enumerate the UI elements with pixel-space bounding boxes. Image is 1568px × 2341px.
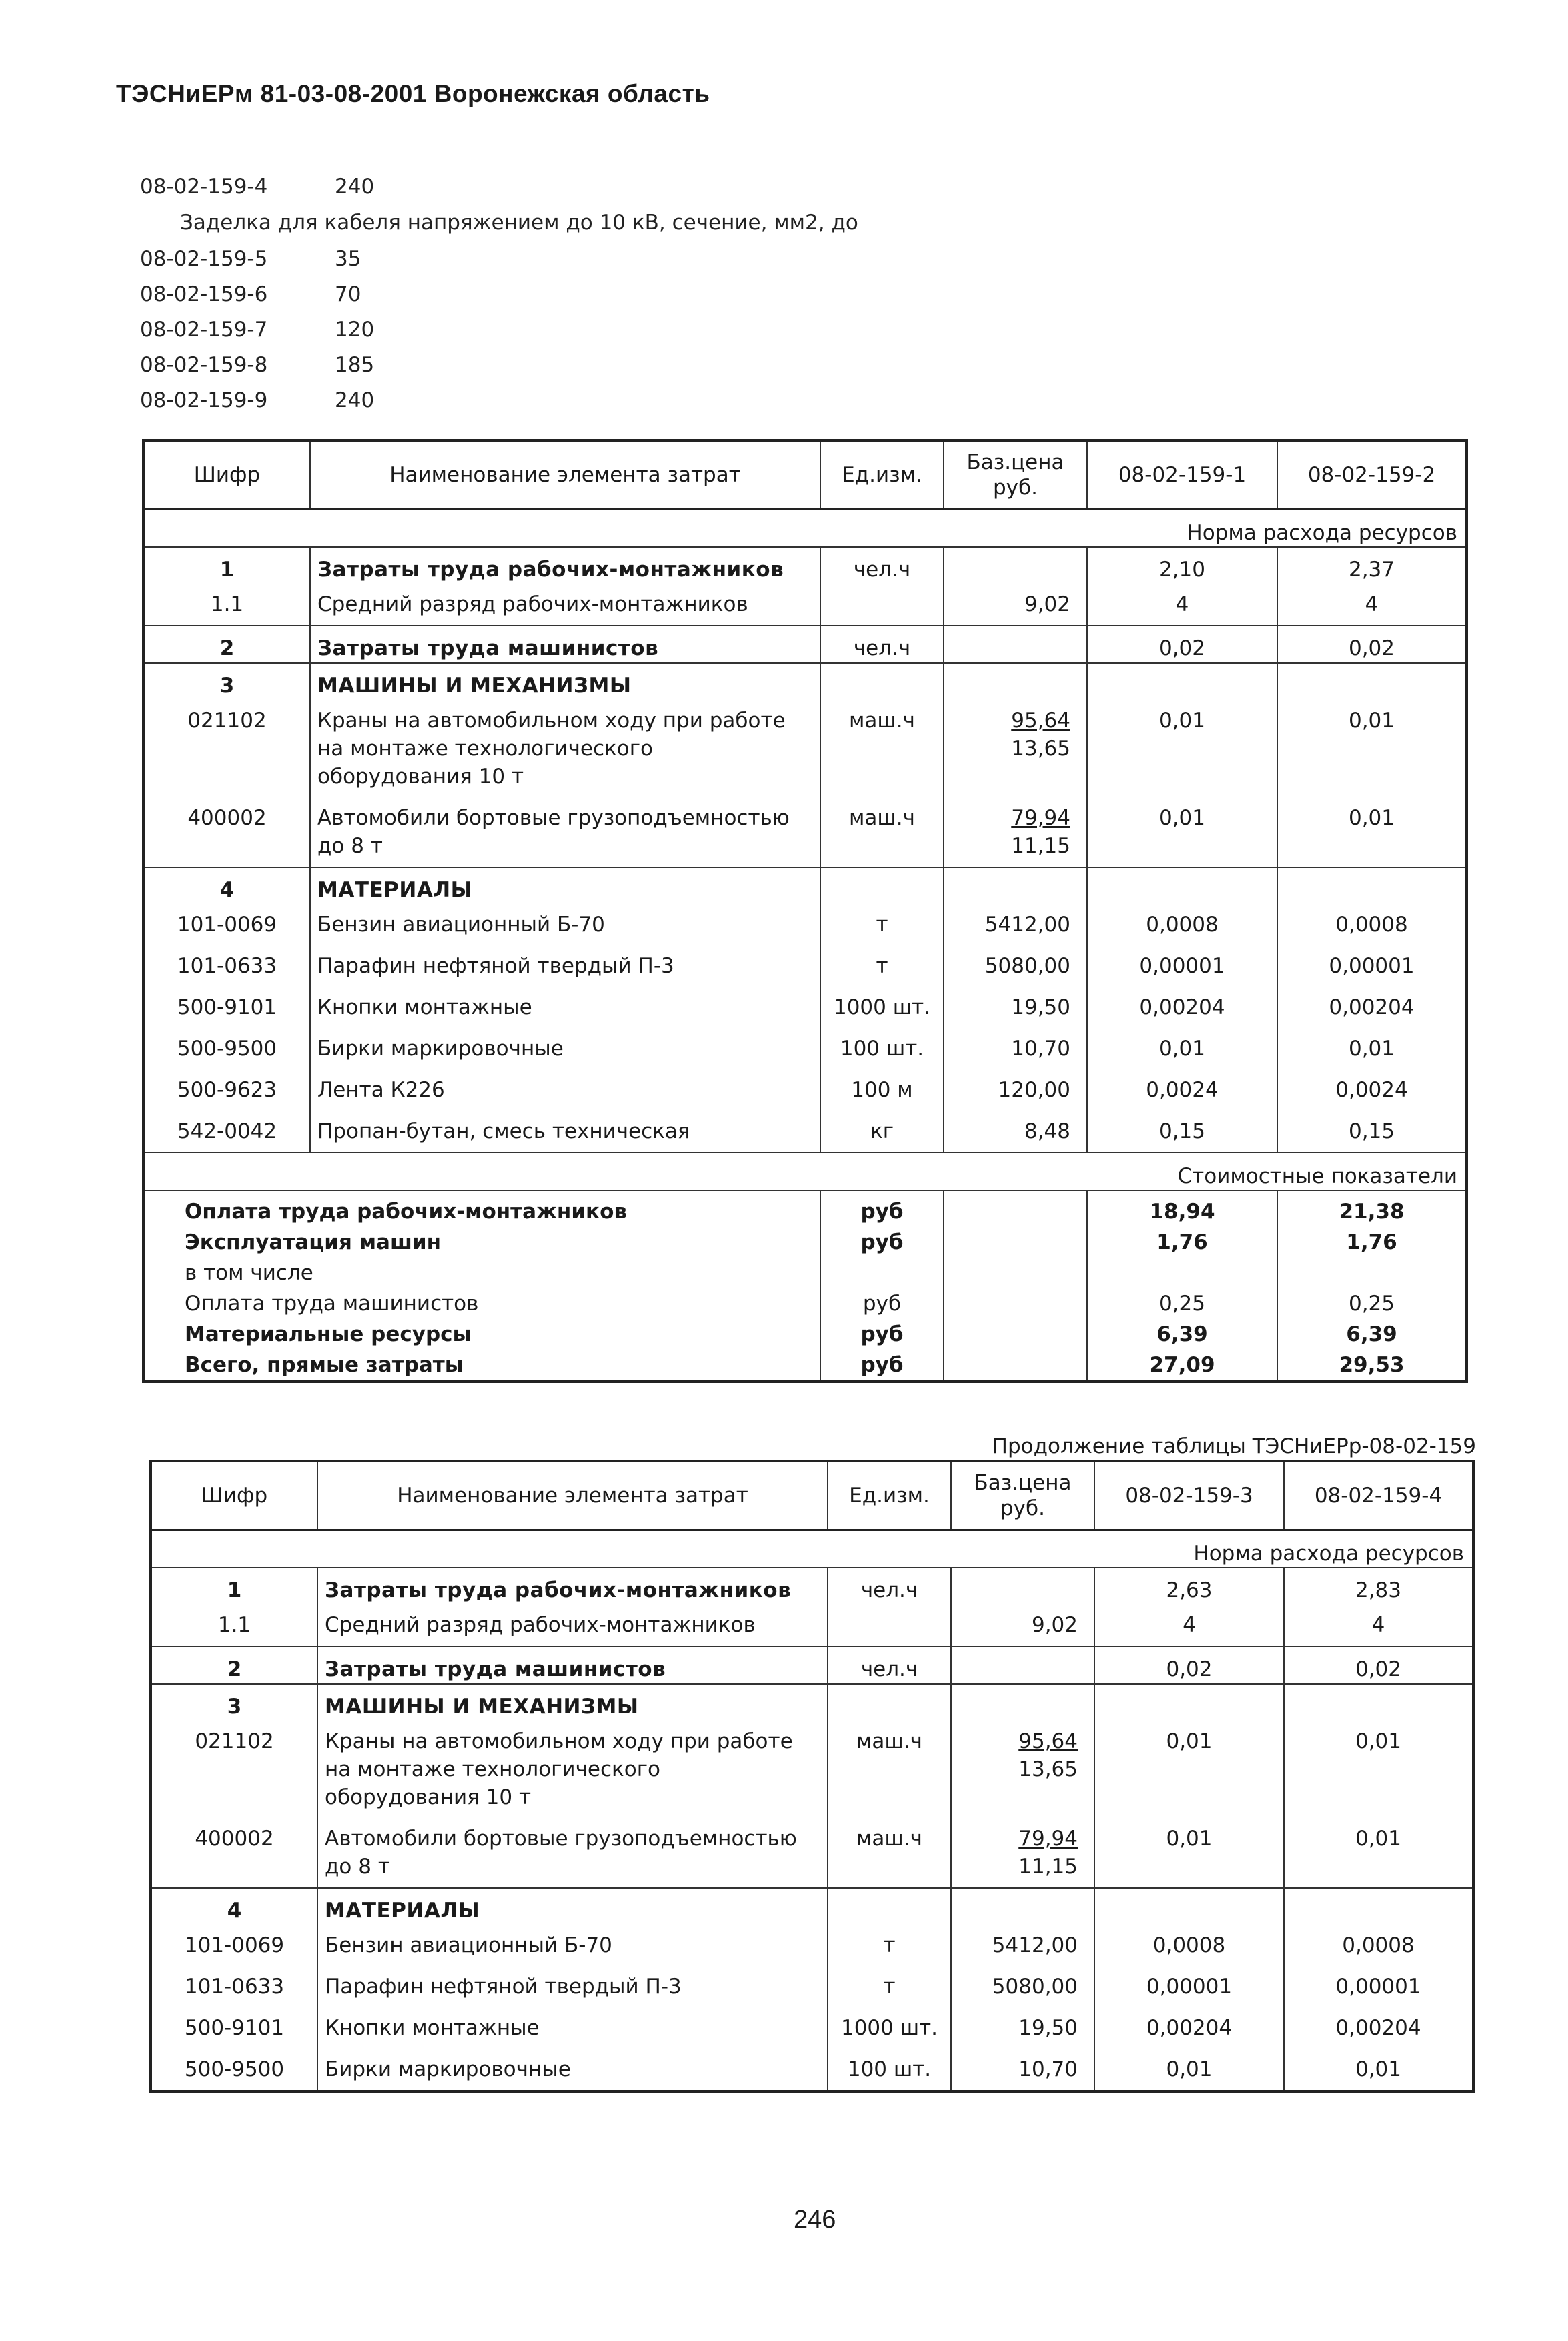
row-value-1: 2,63 [1094, 1568, 1284, 1604]
row-price [944, 797, 1087, 867]
summary-row [143, 1350, 1467, 1382]
row-name: Затраты труда машинистов [310, 626, 820, 663]
intro-value: 35 [335, 247, 361, 271]
row-unit: 100 шт. [820, 1028, 944, 1069]
header-price: Баз.цена руб. [944, 440, 1087, 510]
row-price [944, 626, 1087, 663]
resource-table-1 [142, 439, 1468, 1383]
summary-value-1: 27,09 [1087, 1350, 1277, 1382]
row-price-main: 95,64 [1011, 709, 1070, 733]
row-value-1: 0,0024 [1087, 1069, 1277, 1111]
row-name: Краны на автомобильном ходу при работе на монтаже технологического оборудования 10 т [317, 1721, 828, 1818]
row-unit: 1000 шт. [828, 2007, 951, 2049]
header-unit: Ед.изм. [820, 440, 944, 510]
row-value-1: 0,01 [1087, 797, 1277, 867]
summary-row [143, 1190, 1467, 1227]
row-name: Кнопки монтажные [317, 2007, 828, 2049]
row-value-2: 0,00204 [1277, 987, 1467, 1028]
summary-value-1: 1,76 [1087, 1227, 1277, 1258]
row-value-1: 0,00001 [1094, 1966, 1284, 2007]
intro-line [140, 282, 361, 306]
header-name: Наименование элемента затрат [317, 1461, 828, 1530]
row-code: 500-9500 [184, 2057, 285, 2081]
row-unit: чел.ч [828, 1568, 951, 1604]
summary-row [143, 1319, 1467, 1350]
row-unit: маш.ч [828, 1818, 951, 1888]
row-value-2: 0,0008 [1277, 904, 1467, 945]
row-name: МАШИНЫ И МЕХАНИЗМЫ [317, 1684, 828, 1721]
row-code: 101-0069 [177, 913, 277, 937]
row-code: 4 [227, 1899, 242, 1923]
summary-unit: руб [820, 1288, 944, 1319]
row-name: Лента К226 [310, 1069, 820, 1111]
row-value-2: 0,00001 [1277, 945, 1467, 987]
row-price: 8,48 [944, 1111, 1087, 1153]
row-unit: 1000 шт. [820, 987, 944, 1028]
row-price: 10,70 [951, 2049, 1094, 2091]
row-value-1: 0,00001 [1087, 945, 1277, 987]
row-unit [820, 584, 944, 626]
row-code: 3 [219, 674, 235, 698]
intro-code: 08-02-159-4 [140, 175, 268, 199]
row-name: Бирки маркировочные [317, 2049, 828, 2091]
intro-line [140, 318, 374, 342]
row-value-1: 0,01 [1094, 2049, 1284, 2091]
summary-label: Оплата труда рабочих-монтажников [185, 1200, 627, 1224]
summary-value-1: 18,94 [1087, 1190, 1277, 1227]
intro-value: 240 [335, 388, 375, 412]
row-name: Средний разряд рабочих-монтажников [317, 1604, 828, 1647]
row-name: МАТЕРИАЛЫ [310, 867, 820, 904]
row-price: 120,00 [944, 1069, 1087, 1111]
row-price-secondary: 13,65 [1011, 737, 1070, 761]
row-value-2: 0,02 [1277, 626, 1467, 663]
table-row [143, 547, 1467, 584]
row-unit: т [828, 1925, 951, 1966]
row-value-1: 0,15 [1087, 1111, 1277, 1153]
row-name: Автомобили бортовые грузоподъемностью до 8 т [310, 797, 820, 867]
row-value-2: 0,01 [1277, 1028, 1467, 1069]
row-unit: маш.ч [820, 797, 944, 867]
row-code: 3 [227, 1695, 242, 1719]
summary-unit: руб [820, 1227, 944, 1258]
row-name: Затраты труда рабочих-монтажников [310, 547, 820, 584]
row-value-1: 0,0008 [1094, 1925, 1284, 1966]
summary-row [143, 1227, 1467, 1258]
row-name: Бирки маркировочные [310, 1028, 820, 1069]
row-code: 500-9500 [177, 1037, 277, 1061]
row-price: 5080,00 [944, 945, 1087, 987]
summary-value-1: 6,39 [1087, 1319, 1277, 1350]
table-row [151, 1888, 1473, 1925]
row-unit [828, 1604, 951, 1647]
summary-value-2: 6,39 [1277, 1319, 1467, 1350]
row-value-2: 0,0024 [1277, 1069, 1467, 1111]
summary-value-1 [1087, 1258, 1277, 1288]
table-row [143, 987, 1467, 1028]
row-unit: чел.ч [828, 1647, 951, 1684]
row-value-1: 4 [1087, 584, 1277, 626]
row-code: 500-9101 [184, 2016, 285, 2040]
row-value-1: 0,01 [1094, 1721, 1284, 1818]
table-row [151, 1721, 1473, 1818]
summary-unit [820, 1258, 944, 1288]
row-value-2: 4 [1277, 584, 1467, 626]
row-value-1: 0,02 [1094, 1647, 1284, 1684]
row-name: Парафин нефтяной твердый П-3 [310, 945, 820, 987]
table-row [151, 1604, 1473, 1647]
header-unit: Ед.изм. [828, 1461, 951, 1530]
intro-value: 185 [335, 353, 375, 377]
row-unit: т [820, 945, 944, 987]
row-value-1: 0,00204 [1094, 2007, 1284, 2049]
table-row [143, 584, 1467, 626]
row-code: 101-0069 [184, 1933, 285, 1957]
summary-unit: руб [820, 1350, 944, 1382]
row-price-main: 79,94 [1018, 1827, 1078, 1851]
row-code: 400002 [143, 797, 310, 867]
intro-line [140, 388, 374, 412]
row-price: 9,02 [951, 1604, 1094, 1647]
summary-value-2: 0,25 [1277, 1288, 1467, 1319]
row-value-1: 2,10 [1087, 547, 1277, 584]
row-price-secondary: 11,15 [1018, 1855, 1078, 1879]
summary-unit: руб [820, 1190, 944, 1227]
table-row [151, 2007, 1473, 2049]
summary-label: в том числе [185, 1261, 313, 1285]
row-value-2: 0,01 [1284, 1721, 1473, 1818]
row-name: Затраты труда машинистов [317, 1647, 828, 1684]
table-row [143, 1028, 1467, 1069]
summary-value-2 [1277, 1258, 1467, 1288]
row-name: МАТЕРИАЛЫ [317, 1888, 828, 1925]
row-value-2: 0,15 [1277, 1111, 1467, 1153]
table-row [151, 2049, 1473, 2091]
resource-table-2 [149, 1460, 1475, 2093]
intro-code: 08-02-159-9 [140, 388, 268, 412]
table-row [151, 1966, 1473, 2007]
row-unit: маш.ч [828, 1721, 951, 1818]
row-code: 400002 [151, 1818, 317, 1888]
row-name: МАШИНЫ И МЕХАНИЗМЫ [310, 663, 820, 700]
table-row [143, 626, 1467, 663]
row-value-1: 0,0008 [1087, 904, 1277, 945]
row-price [951, 1568, 1094, 1604]
row-price [951, 1647, 1094, 1684]
row-code: 4 [219, 878, 235, 902]
header-code: Шифр [151, 1461, 317, 1530]
table-row [151, 1684, 1473, 1721]
row-unit: 100 шт. [828, 2049, 951, 2091]
row-value-2: 4 [1284, 1604, 1473, 1647]
row-price [951, 1818, 1094, 1888]
table-row [151, 1818, 1473, 1888]
header-col2: 08-02-159-4 [1284, 1461, 1473, 1530]
row-value-2: 0,00001 [1284, 1966, 1473, 2007]
table-row [143, 1111, 1467, 1153]
summary-value-2: 21,38 [1277, 1190, 1467, 1227]
norm-label: Норма расхода ресурсов [151, 1530, 1473, 1568]
table-caption: Продолжение таблицы ТЭСНиЕРр-08-02-159 [992, 1434, 1476, 1458]
document-header: ТЭСНиЕРм 81-03-08-2001 Воронежская область [116, 80, 710, 107]
row-name: Автомобили бортовые грузоподъемностью до 8 т [317, 1818, 828, 1888]
row-price-secondary: 13,65 [1018, 1757, 1078, 1781]
row-name: Кнопки монтажные [310, 987, 820, 1028]
table-row [151, 1568, 1473, 1604]
intro-line [140, 353, 374, 377]
row-unit: т [828, 1966, 951, 2007]
row-unit: кг [820, 1111, 944, 1153]
row-unit: т [820, 904, 944, 945]
row-value-1: 4 [1094, 1604, 1284, 1647]
row-value-2: 0,02 [1284, 1647, 1473, 1684]
summary-label: Эксплуатация машин [185, 1230, 442, 1254]
intro-code: 08-02-159-5 [140, 247, 268, 271]
row-name: Краны на автомобильном ходу при работе на монтаже технологического оборудования 10 т [310, 700, 820, 797]
table-row [143, 1069, 1467, 1111]
intro-code: 08-02-159-7 [140, 318, 268, 342]
row-price-secondary: 11,15 [1011, 834, 1070, 858]
row-name: Затраты труда рабочих-монтажников [317, 1568, 828, 1604]
intro-value: 120 [335, 318, 375, 342]
row-code: 1 [227, 1578, 242, 1602]
summary-row [143, 1288, 1467, 1319]
row-value-1: 0,01 [1087, 1028, 1277, 1069]
norm-label: Норма расхода ресурсов [143, 510, 1467, 548]
summary-label: Всего, прямые затраты [185, 1353, 464, 1377]
row-price: 9,02 [944, 584, 1087, 626]
row-code: 500-9623 [177, 1078, 277, 1102]
row-code: 021102 [187, 709, 267, 733]
row-code: 2 [143, 626, 310, 663]
summary-label: Оплата труда машинистов [185, 1292, 479, 1316]
row-name: Парафин нефтяной твердый П-3 [317, 1966, 828, 2007]
row-value-2: 2,83 [1284, 1568, 1473, 1604]
row-value-1: 0,01 [1087, 700, 1277, 797]
row-value-2: 0,01 [1277, 797, 1467, 867]
intro-code: 08-02-159-8 [140, 353, 268, 377]
row-code: 1 [219, 558, 235, 582]
intro-code: 08-02-159-6 [140, 282, 268, 306]
summary-unit: руб [820, 1319, 944, 1350]
row-price: 10,70 [944, 1028, 1087, 1069]
summary-value-1: 0,25 [1087, 1288, 1277, 1319]
row-code: 1.1 [151, 1604, 317, 1647]
row-price [951, 1721, 1094, 1818]
table-row [143, 945, 1467, 987]
row-code: 1.1 [143, 584, 310, 626]
row-code: 021102 [195, 1729, 274, 1753]
row-price [944, 547, 1087, 584]
row-code: 542-0042 [177, 1119, 277, 1143]
row-price: 5412,00 [951, 1925, 1094, 1966]
row-name: Бензин авиационный Б-70 [317, 1925, 828, 1966]
row-price [944, 700, 1087, 797]
row-code: 500-9101 [177, 995, 277, 1019]
table-row [143, 867, 1467, 904]
summary-value-2: 1,76 [1277, 1227, 1467, 1258]
row-name: Пропан-бутан, смесь техническая [310, 1111, 820, 1153]
header-col2: 08-02-159-2 [1277, 440, 1467, 510]
cost-label: Стоимостные показатели [143, 1153, 1467, 1190]
table-row [143, 700, 1467, 797]
page-number: 246 [794, 2206, 836, 2234]
row-unit: маш.ч [820, 700, 944, 797]
table-row [151, 1647, 1473, 1684]
intro-subheading: Заделка для кабеля напряжением до 10 кВ, сечение, мм2, до [180, 211, 858, 235]
row-code: 2 [151, 1647, 317, 1684]
header-price: Баз.цена руб. [951, 1461, 1094, 1530]
row-price: 5412,00 [944, 904, 1087, 945]
row-price-main: 95,64 [1018, 1729, 1078, 1753]
row-price-main: 79,94 [1011, 806, 1070, 830]
row-value-2: 0,0008 [1284, 1925, 1473, 1966]
table-row [143, 904, 1467, 945]
header-code: Шифр [143, 440, 310, 510]
header-name: Наименование элемента затрат [310, 440, 820, 510]
row-value-1: 0,01 [1094, 1818, 1284, 1888]
row-value-2: 0,01 [1284, 1818, 1473, 1888]
table-row [143, 797, 1467, 867]
header-col1: 08-02-159-1 [1087, 440, 1277, 510]
row-code: 101-0633 [177, 954, 277, 978]
row-price: 19,50 [944, 987, 1087, 1028]
summary-label: Материальные ресурсы [185, 1322, 472, 1346]
header-col1: 08-02-159-3 [1094, 1461, 1284, 1530]
row-value-1: 0,00204 [1087, 987, 1277, 1028]
intro-value: 70 [335, 282, 361, 306]
table-row [143, 663, 1467, 700]
intro-line [140, 175, 374, 199]
row-value-2: 0,00204 [1284, 2007, 1473, 2049]
row-value-2: 0,01 [1277, 700, 1467, 797]
summary-row [143, 1258, 1467, 1288]
row-value-2: 0,01 [1284, 2049, 1473, 2091]
row-value-1: 0,02 [1087, 626, 1277, 663]
row-name: Средний разряд рабочих-монтажников [310, 584, 820, 626]
row-name: Бензин авиационный Б-70 [310, 904, 820, 945]
row-unit: чел.ч [820, 626, 944, 663]
row-unit: чел.ч [820, 547, 944, 584]
row-price: 5080,00 [951, 1966, 1094, 2007]
cost-row [143, 1153, 1467, 1190]
intro-value: 240 [335, 175, 375, 199]
row-unit: 100 м [820, 1069, 944, 1111]
summary-value-2: 29,53 [1277, 1350, 1467, 1382]
row-code: 101-0633 [184, 1975, 285, 1999]
row-price: 19,50 [951, 2007, 1094, 2049]
row-value-2: 2,37 [1277, 547, 1467, 584]
intro-line [140, 247, 361, 271]
table-row [151, 1925, 1473, 1966]
